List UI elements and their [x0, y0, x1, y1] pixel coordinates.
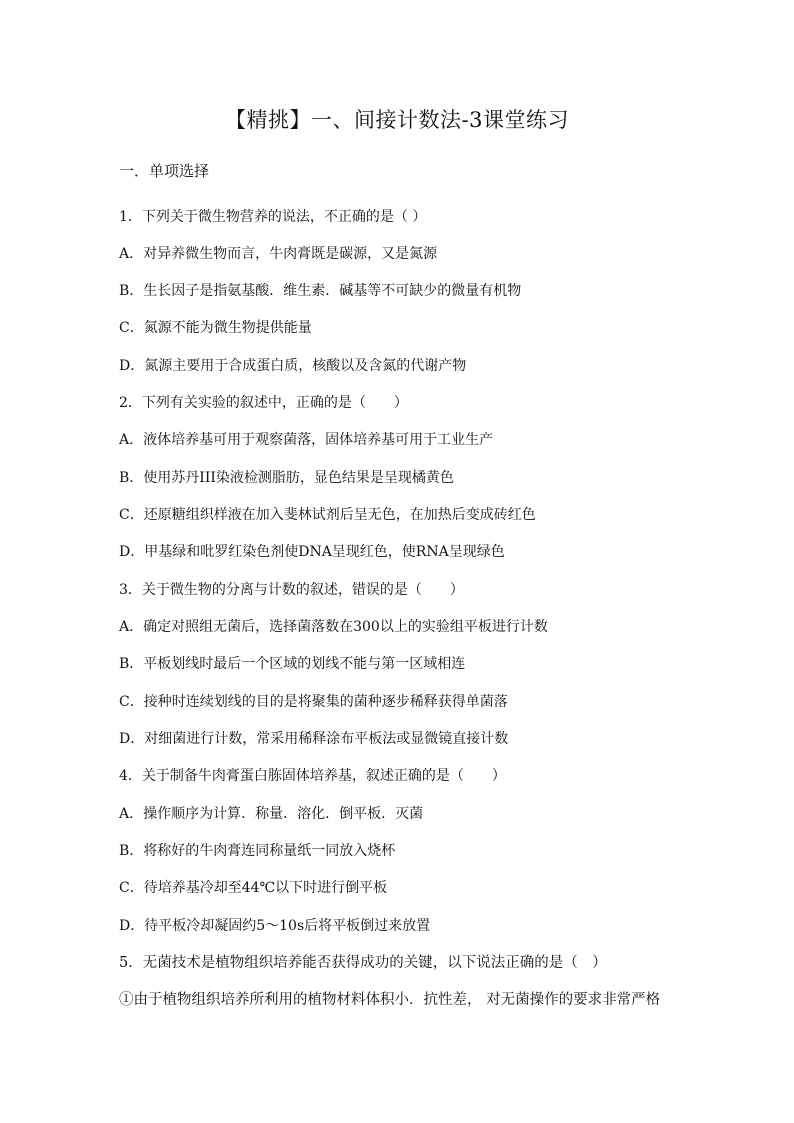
question-2-option-c: C．还原糖组织样液在加入斐林试剂后呈无色，在加热后变成砖红色: [119, 507, 536, 523]
question-2-option-a: A．液体培养基可用于观察菌落，固体培养基可用于工业生产: [119, 432, 494, 448]
question-3-option-a: A．确定对照组无菌后，选择菌落数在300以上的实验组平板进行计数: [119, 619, 548, 635]
question-1-stem: 1．下列关于微生物营养的说法，不正确的是（ ）: [119, 209, 427, 225]
question-5-statement-1: ①由于植物组织培养所利用的植物材料体积小．抗性差， 对无菌操作的要求非常严格: [119, 992, 661, 1008]
question-4-stem: 4．关于制备牛肉膏蛋白胨固体培养基，叙述正确的是（ ）: [119, 768, 506, 784]
question-3-option-c: C．接种时连续划线的目的是将聚集的菌种逐步稀释获得单菌落: [119, 694, 508, 710]
question-3-option-b: B．平板划线时最后一个区域的划线不能与第一区域相连: [119, 656, 466, 672]
question-2-stem: 2．下列有关实验的叙述中，正确的是（ ）: [119, 395, 408, 411]
section-heading: 一．单项选择: [119, 162, 210, 180]
document-title: 【精挑】一、间接计数法-3课堂练习: [225, 108, 569, 132]
question-4-option-b: B．将称好的牛肉膏连同称量纸一同放入烧杯: [119, 843, 396, 859]
question-5-stem: 5．无菌技术是植物组织培养能否获得成功的关键，以下说法正确的是（ ）: [119, 955, 607, 971]
question-4-option-a: A．操作顺序为计算．称量．溶化．倒平板．灭菌: [119, 806, 424, 822]
question-1-option-a: A．对异养微生物而言，牛肉膏既是碳源，又是氮源: [119, 246, 438, 262]
question-1-option-b: B．生长因子是指氨基酸．维生素．碱基等不可缺少的微量有机物: [119, 283, 522, 299]
question-2-option-b: B．使用苏丹III染液检测脂肪，显色结果是呈现橘黄色: [119, 470, 454, 486]
question-2-option-d: D．甲基绿和吡罗红染色剂使DNA呈现红色，使RNA呈现绿色: [119, 544, 505, 560]
question-4-option-d: D．待平板冷却凝固约5～10s后将平板倒过来放置: [119, 918, 431, 934]
question-1-option-c: C．氮源不能为微生物提供能量: [119, 320, 312, 336]
question-3-option-d: D．对细菌进行计数，常采用稀释涂布平板法或显微镜直接计数: [119, 731, 509, 747]
question-1-option-d: D．氮源主要用于合成蛋白质，核酸以及含氮的代谢产物: [119, 358, 467, 374]
question-3-stem: 3．关于微生物的分离与计数的叙述，错误的是（ ）: [119, 582, 464, 598]
question-4-option-c: C．待培养基冷却至44℃以下时进行倒平板: [119, 880, 388, 896]
